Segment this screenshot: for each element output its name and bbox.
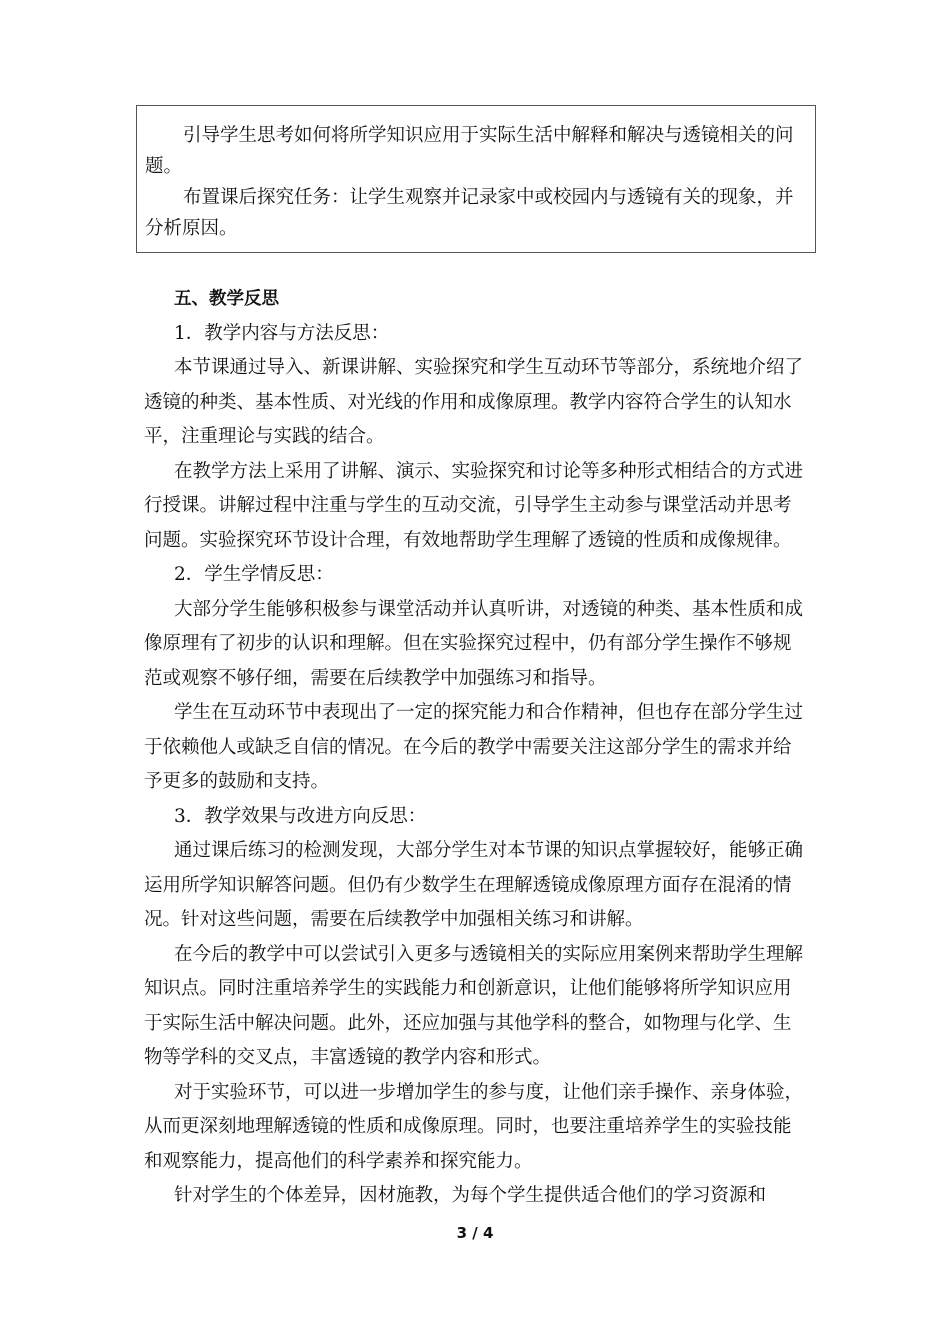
subheading-effect-improvement: 3．教学效果与改进方向反思： [174,805,427,827]
paragraph: 针对学生的个体差异，因材施教，为每个学生提供适合他们的学习资源和 [174,1185,767,1206]
page-number: 3 / 4 [456,1224,494,1242]
reflection-section [144,282,808,1214]
activity-box [136,105,816,253]
paragraph: 学生在互动环节中表现出了一定的探究能力和合作精神，但也存在部分学生过于依赖他人或缺乏自信的情况。在今后的教学中需要关注这部分学生的需求并给予更多的鼓励和支持。 [144,702,804,792]
paragraph: 对于实验环节，可以进一步增加学生的参与度，让他们亲手操作、亲身体验，从而更深刻地理解透镜的性质和成像原理。同时，也要注重培养学生的实验技能和观察能力，提高他们的科学素养和探究能力。 [144,1081,804,1172]
paragraph: 大部分学生能够积极参与课堂活动并认真听讲，对透镜的种类、基本性质和成像原理有了初步的认识和理解。但在实验探究过程中，仍有部分学生操作不够规范或观察不够仔细，需要在后续教学中加强练习和指导。 [144,598,804,689]
section-heading: 五、教学反思 [174,289,279,309]
subheading-content-method: 1．教学内容与方法反思： [174,322,390,344]
paragraph: 在教学方法上采用了讲解、演示、实验探究和讨论等多种形式相结合的方式进行授课。讲解过程中注重与学生的互动交流，引导学生主动参与课堂活动并思考问题。实验探究环节设计合理，有效地帮助学生理解了透镜的性质和成像规律。 [144,460,804,551]
subheading-student-situation: 2．学生学情反思： [174,564,334,585]
paragraph: 在今后的教学中可以尝试引入更多与透镜相关的实际应用案例来帮助学生理解知识点。同时注重培养学生的实践能力和创新意识，让他们能够将所学知识应用于实际生活中解决问题。此外，还应加强与其他学科的整合，如物理与化学、生物等学科的交叉点，丰富透镜的教学内容和形式。 [144,943,804,1068]
paragraph: 通过课后练习的检测发现，大部分学生对本节课的知识点掌握较好，能够正确运用所学知识解答问题。但仍有少数学生在理解透镜成像原理方面存在混淆的情况。针对这些问题，需要在后续教学中加强相关练习和讲解。 [144,840,804,930]
paragraph: 本节课通过导入、新课讲解、实验探究和学生互动环节等部分，系统地介绍了透镜的种类、基本性质、对光线的作用和成像原理。教学内容符合学生的认知水平，注重理论与实践的结合。 [144,357,804,447]
box-paragraph: 布置课后探究任务：让学生观察并记录家中或校园内与透镜有关的现象，并分析原因。 [145,187,794,239]
box-paragraph: 引导学生思考如何将所学知识应用于实际生活中解释和解决与透镜相关的问题。 [145,125,794,177]
